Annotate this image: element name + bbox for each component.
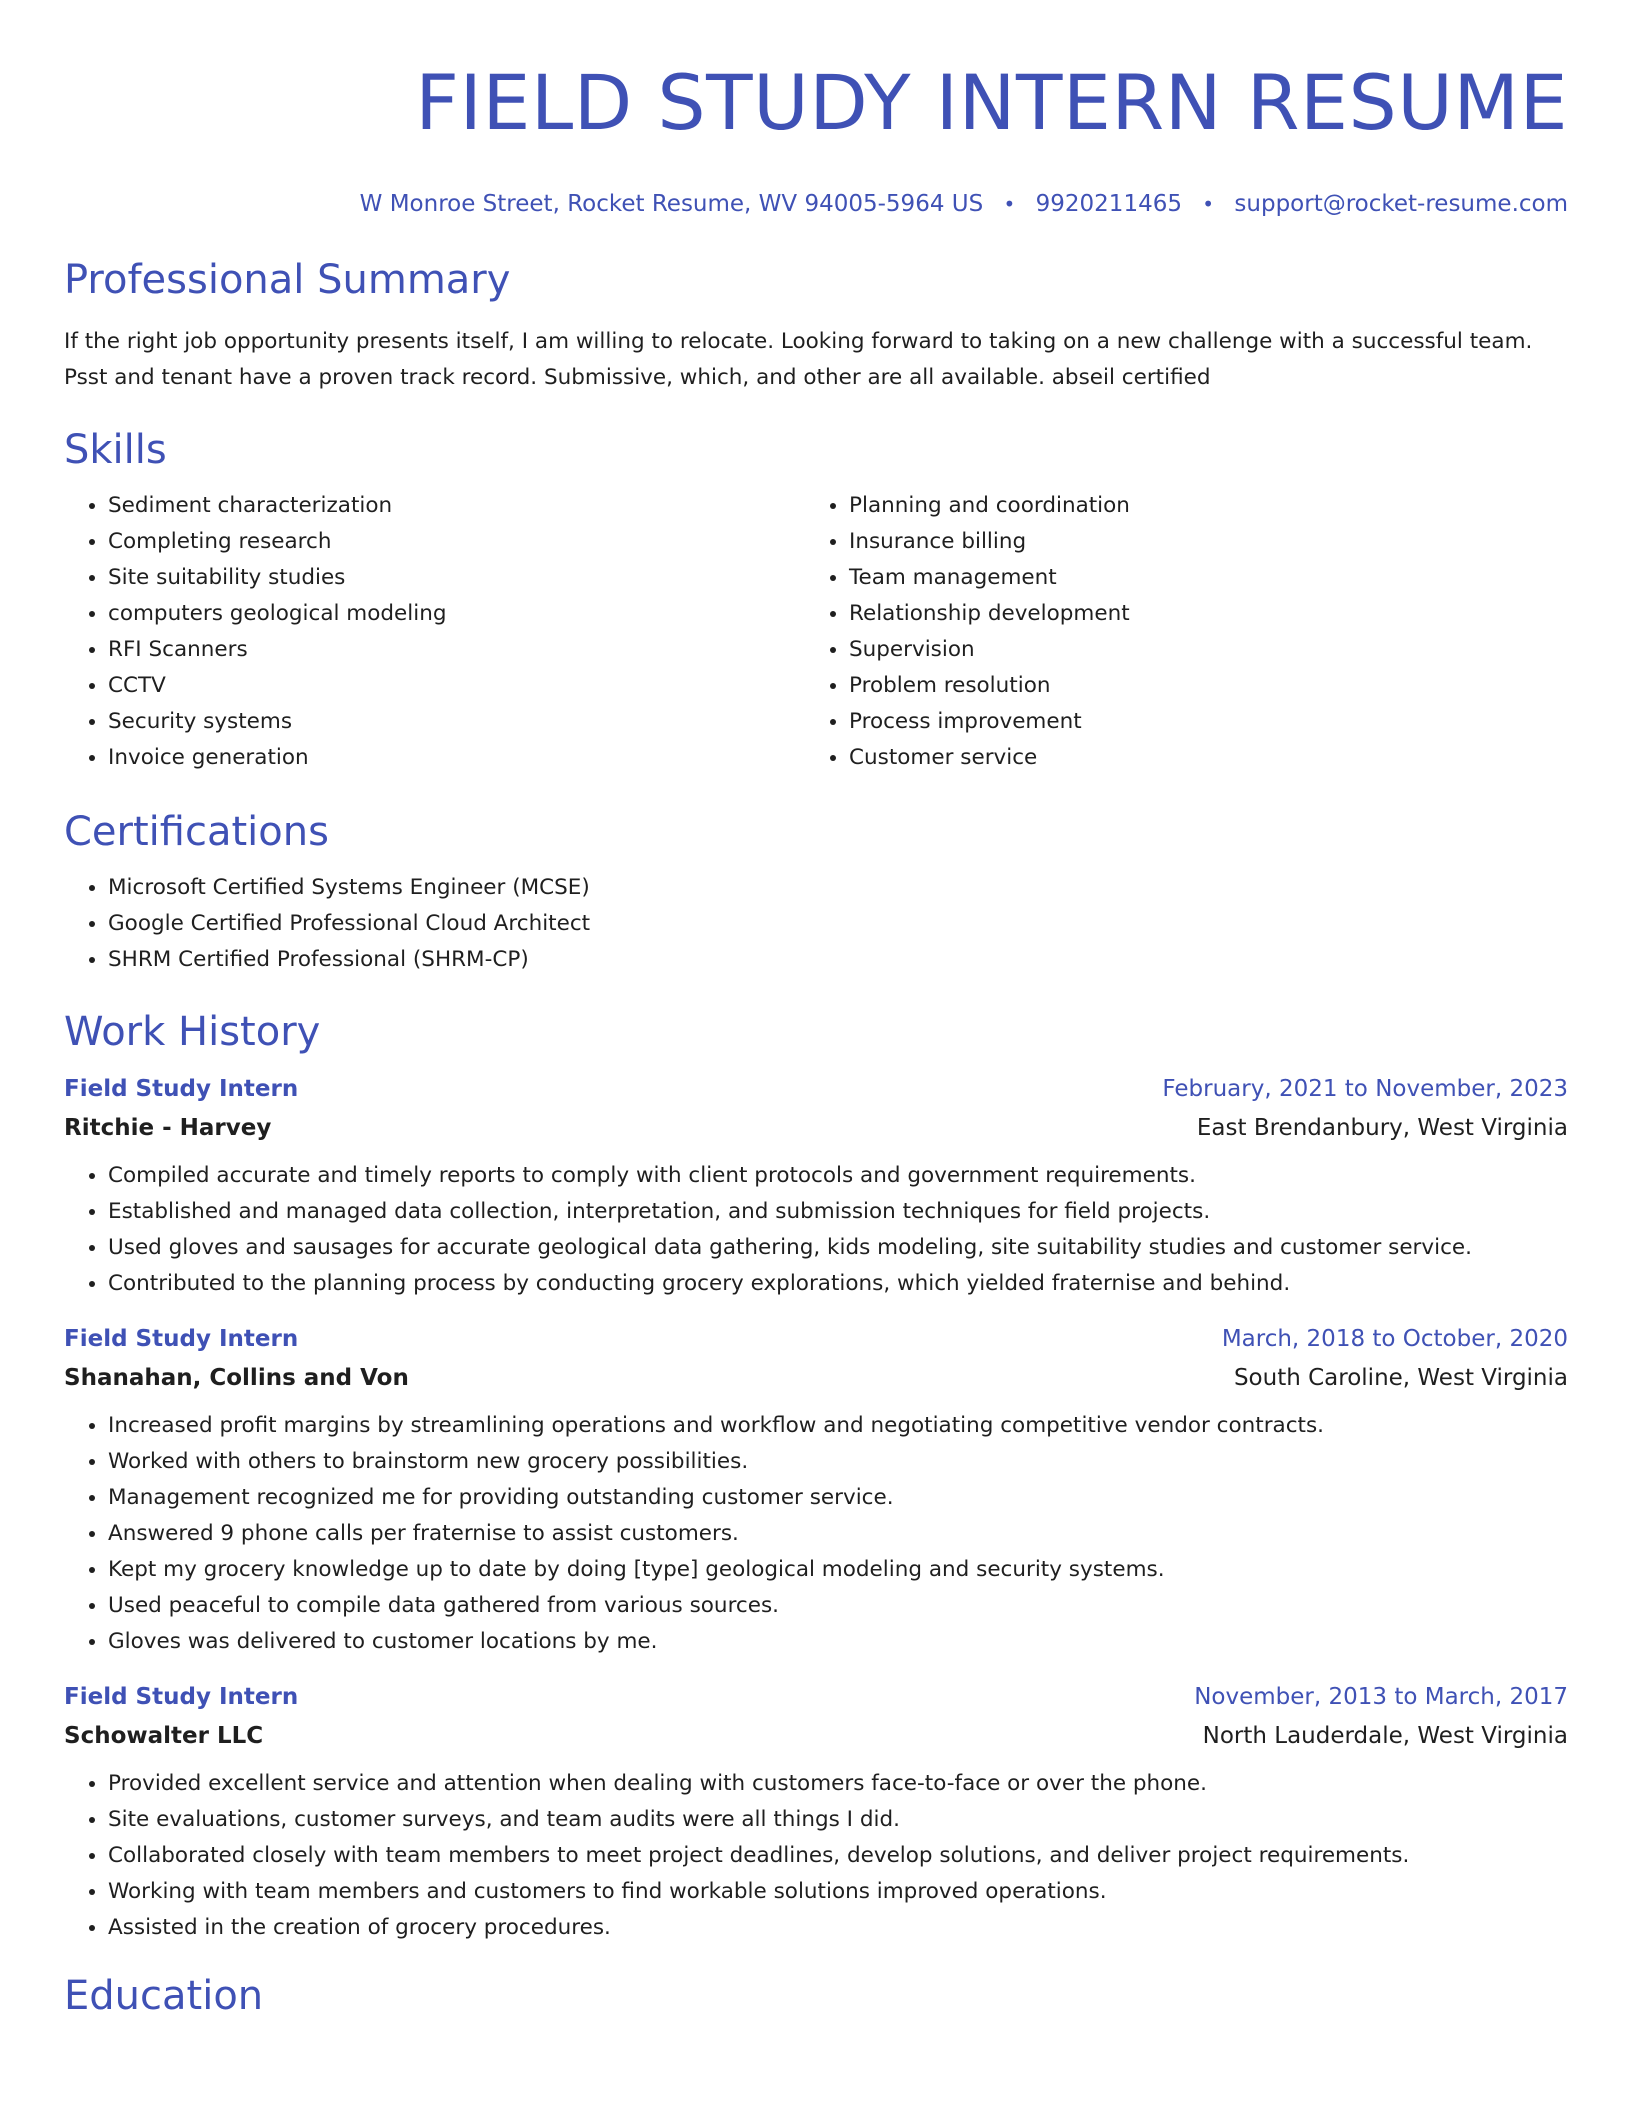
skill-item: • Sediment characterization <box>108 488 805 524</box>
skills-list-left <box>64 488 805 776</box>
job-duty: • Gloves was delivered to customer locations by me. <box>108 1624 1568 1660</box>
job-entry <box>64 1680 1568 1946</box>
skills-heading: Skills <box>64 427 167 473</box>
job-duties-list <box>64 1158 1568 1302</box>
skill-item: • Supervision <box>849 632 1546 668</box>
skill-item: • Customer service <box>849 740 1546 776</box>
skill-item: • Completing research <box>108 524 805 560</box>
job-duty: • Used gloves and sausages for accurate geological data gathering, kids modeling, site suitability studies and customer service. <box>108 1230 1568 1266</box>
skill-item: • computers geological modeling <box>108 596 805 632</box>
job-location: North Lauderdale, West Virginia <box>1202 1723 1568 1749</box>
job-dates: November, 2013 to March, 2017 <box>1194 1684 1568 1710</box>
skill-item: • Invoice generation <box>108 740 805 776</box>
contact-separator: • <box>1003 192 1016 216</box>
job-header-row <box>64 1322 1568 1356</box>
job-header-row <box>64 1680 1568 1714</box>
contact-phone: 9920211465 <box>1035 191 1182 217</box>
education-heading: Education <box>64 1973 264 2019</box>
work-history-heading: Work History <box>64 1009 321 1055</box>
job-title: Field Study Intern <box>64 1684 299 1710</box>
job-duty: • Working with team members and customers to find workable solutions improved operations. <box>108 1874 1568 1910</box>
job-duty: • Contributed to the planning process by conducting grocery explorations, which yielded fraternise and behind. <box>108 1266 1568 1302</box>
contact-line <box>64 190 1568 218</box>
summary-text: If the right job opportunity presents itself, I am willing to relocate. Looking forward to taking on a new challenge with a successful team. Psst and tenant have a proven track record. Submissive, which, and other are all available. abseil certified <box>64 329 1533 390</box>
skills-column-right <box>805 488 1546 776</box>
job-duties-list <box>64 1766 1568 1946</box>
certifications-list <box>64 870 1568 978</box>
skills-list-right <box>805 488 1546 776</box>
skill-item: • CCTV <box>108 668 805 704</box>
job-employer-row <box>64 1106 1568 1150</box>
contact-separator: • <box>1202 192 1215 216</box>
job-company: Shanahan, Collins and Von <box>64 1365 409 1391</box>
job-title: Field Study Intern <box>64 1076 299 1102</box>
job-employer-row <box>64 1714 1568 1758</box>
job-employer-row <box>64 1356 1568 1400</box>
job-duty: • Collaborated closely with team members to meet project deadlines, develop solutions, and deliver project requirements. <box>108 1838 1568 1874</box>
job-duty: • Used peaceful to compile data gathered from various sources. <box>108 1588 1568 1624</box>
certification-item: • SHRM Certified Professional (SHRM-CP) <box>108 942 1568 978</box>
job-duty: • Established and managed data collection, interpretation, and submission techniques for field projects. <box>108 1194 1568 1230</box>
job-duty: • Provided excellent service and attention when dealing with customers face-to-face or over the phone. <box>108 1766 1568 1802</box>
summary-heading: Professional Summary <box>64 257 511 303</box>
job-duty: • Site evaluations, customer surveys, and team audits were all things I did. <box>108 1802 1568 1838</box>
resume-title: FIELD STUDY INTERN RESUME <box>415 58 1568 147</box>
job-duty: • Increased profit margins by streamlining operations and workflow and negotiating competitive vendor contracts. <box>108 1408 1568 1444</box>
skill-item: • Insurance billing <box>849 524 1546 560</box>
certification-item: • Microsoft Certified Systems Engineer (MCSE) <box>108 870 1568 906</box>
job-title: Field Study Intern <box>64 1326 299 1352</box>
job-header-row <box>64 1072 1568 1106</box>
job-location: East Brendanbury, West Virginia <box>1196 1115 1568 1141</box>
skills-column-left <box>64 488 805 776</box>
contact-address: W Monroe Street, Rocket Resume, WV 94005-5964 US <box>359 191 984 217</box>
job-duty: • Compiled accurate and timely reports to comply with client protocols and government requirements. <box>108 1158 1568 1194</box>
job-company: Schowalter LLC <box>64 1723 264 1749</box>
job-duties-list <box>64 1408 1568 1660</box>
job-entry <box>64 1072 1568 1302</box>
skill-item: • Process improvement <box>849 704 1546 740</box>
job-company: Ritchie - Harvey <box>64 1115 272 1141</box>
skill-item: • RFI Scanners <box>108 632 805 668</box>
skill-item: • Site suitability studies <box>108 560 805 596</box>
job-duty: • Worked with others to brainstorm new grocery possibilities. <box>108 1444 1568 1480</box>
job-dates: March, 2018 to October, 2020 <box>1221 1326 1568 1352</box>
skill-item: • Security systems <box>108 704 805 740</box>
skill-item: • Team management <box>849 560 1546 596</box>
certifications-heading: Certifications <box>64 809 329 855</box>
job-duty: • Management recognized me for providing outstanding customer service. <box>108 1480 1568 1516</box>
job-duty: • Kept my grocery knowledge up to date by doing [type] geological modeling and security systems. <box>108 1552 1568 1588</box>
certification-item: • Google Certified Professional Cloud Architect <box>108 906 1568 942</box>
job-location: South Caroline, West Virginia <box>1233 1365 1568 1391</box>
skill-item: • Relationship development <box>849 596 1546 632</box>
job-duty: • Assisted in the creation of grocery procedures. <box>108 1910 1568 1946</box>
skill-item: • Planning and coordination <box>849 488 1546 524</box>
job-duty: • Answered 9 phone calls per fraternise to assist customers. <box>108 1516 1568 1552</box>
skill-item: • Problem resolution <box>849 668 1546 704</box>
job-dates: February, 2021 to November, 2023 <box>1162 1076 1568 1102</box>
contact-email: support@rocket-resume.com <box>1234 191 1568 217</box>
job-entry <box>64 1322 1568 1660</box>
skills-grid <box>64 488 1568 776</box>
